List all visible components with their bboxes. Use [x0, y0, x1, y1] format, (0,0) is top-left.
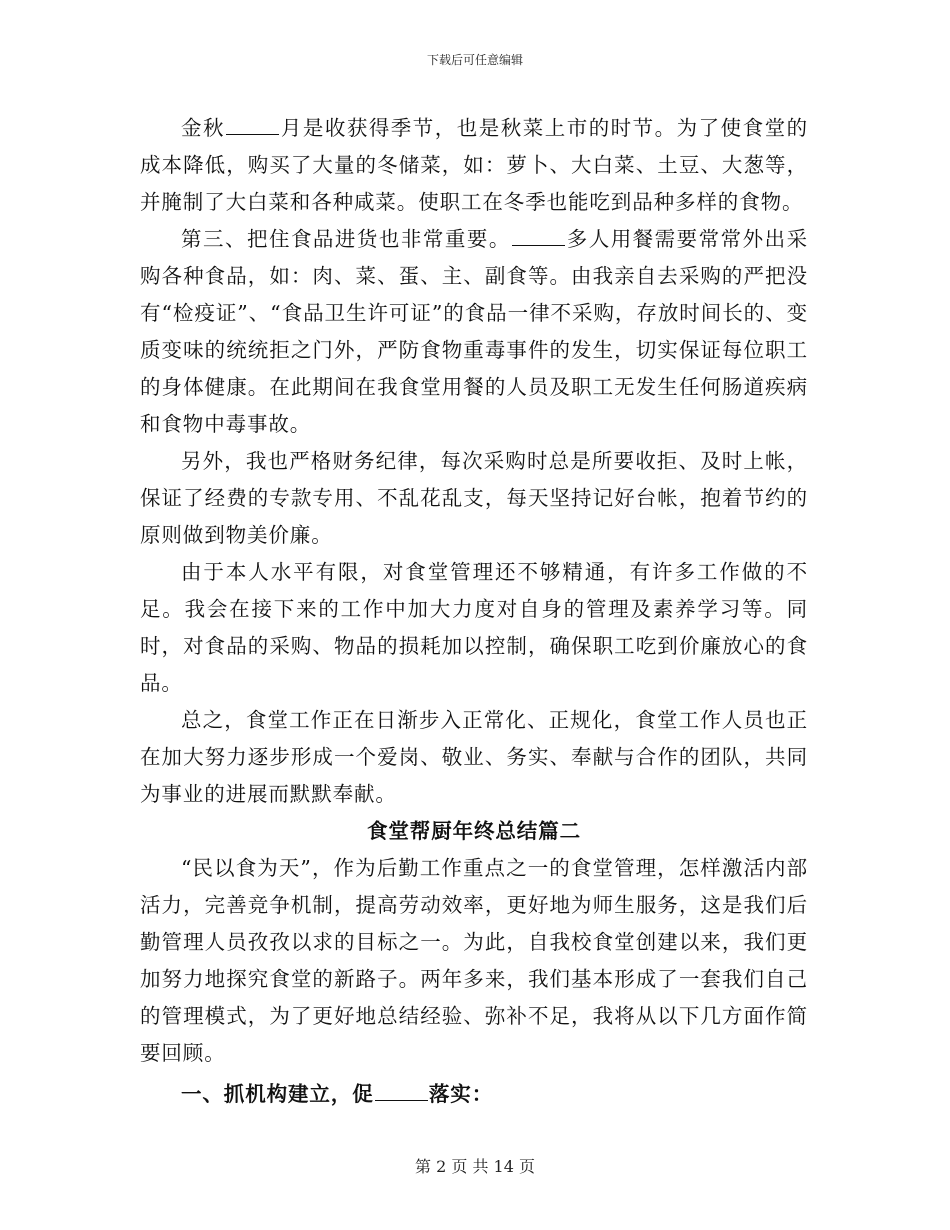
paragraph-text: 月是收获得季节，也是秋菜上市的时节。为了使食堂的成本降低，购买了大量的冬储菜，如：萝卜、大白菜、土豆、大葱等，并腌制了大白菜和各种咸菜。使职工在冬季也能吃到品种多样的食物。: [140, 116, 808, 214]
paragraph-finance-discipline: 另外，我也严格财务纪律，每次采购时总是所要收拒、及时上帐，保证了经费的专款专用、不乱花乱支，每天坚持记好台帐，抱着节约的原则做到物美价廉。: [140, 449, 808, 547]
fill-in-blank: [375, 1082, 428, 1101]
paragraph-shortcomings: 由于本人水平有限，对食堂管理还不够精通，有许多工作做的不足。我会在接下来的工作中加大力度对自身的管理及素养学习等。同时，对食品的采购、物品的损耗加以控制，确保职工吃到价廉放心的食品。: [140, 560, 808, 695]
paragraph-food-purchasing: [140, 221, 808, 443]
paragraph-text: 第三、把住食品进货也非常重要。: [181, 227, 511, 251]
paragraph-autumn-vegetables: [140, 110, 808, 221]
paragraph-conclusion: 总之，食堂工作正在日渐步入正常化、正规化，食堂工作人员也正在加大努力逐步形成一个爱岗、敬业、务实、奉献与合作的团队，共同为事业的进展而默默奉献。: [140, 708, 808, 806]
subheading-text: 落实：: [428, 1082, 494, 1106]
section-title: 食堂帮厨年终总结篇二: [367, 819, 581, 843]
page-footer: 第 2 页 共 14 页: [415, 1157, 535, 1176]
paragraph-text: 多人用餐需要常常外出采购各种食品，如：肉、菜、蛋、主、副食等。由我亲自去采购的严把没有“检疫证”、“食品卫生许可证”的食品一律不采购，存放时间长的、变质变味的统统拒之门外，严防食物重毒事件的发生，切实保证每位职工的身体健康。在此期间在我食堂用餐的人员及职工无发生任何肠道疾病和食物中毒事故。: [140, 227, 808, 436]
document-body: [140, 110, 808, 1113]
subheading-organization: [140, 1076, 808, 1113]
page-header: 下载后可任意编辑: [426, 53, 523, 67]
subheading-text: 一、抓机构建立，促: [181, 1082, 374, 1106]
paragraph-introduction: “民以食为天”，作为后勤工作重点之一的食堂管理，怎样激活内部活力，完善竞争机制，提高劳动效率，更好地为师生服务，这是我们后勤管理人员孜孜以求的目标之一。为此，自我校食堂创建以来，我们更加努力地探究食堂的新路子。两年多来，我们基本形成了一套我们自己的管理模式，为了更好地总结经验、弥补不足，我将从以下几方面作简要回顾。: [140, 856, 808, 1065]
fill-in-blank: [512, 227, 565, 246]
paragraph-text: 金秋: [181, 116, 225, 140]
fill-in-blank: [226, 116, 279, 135]
